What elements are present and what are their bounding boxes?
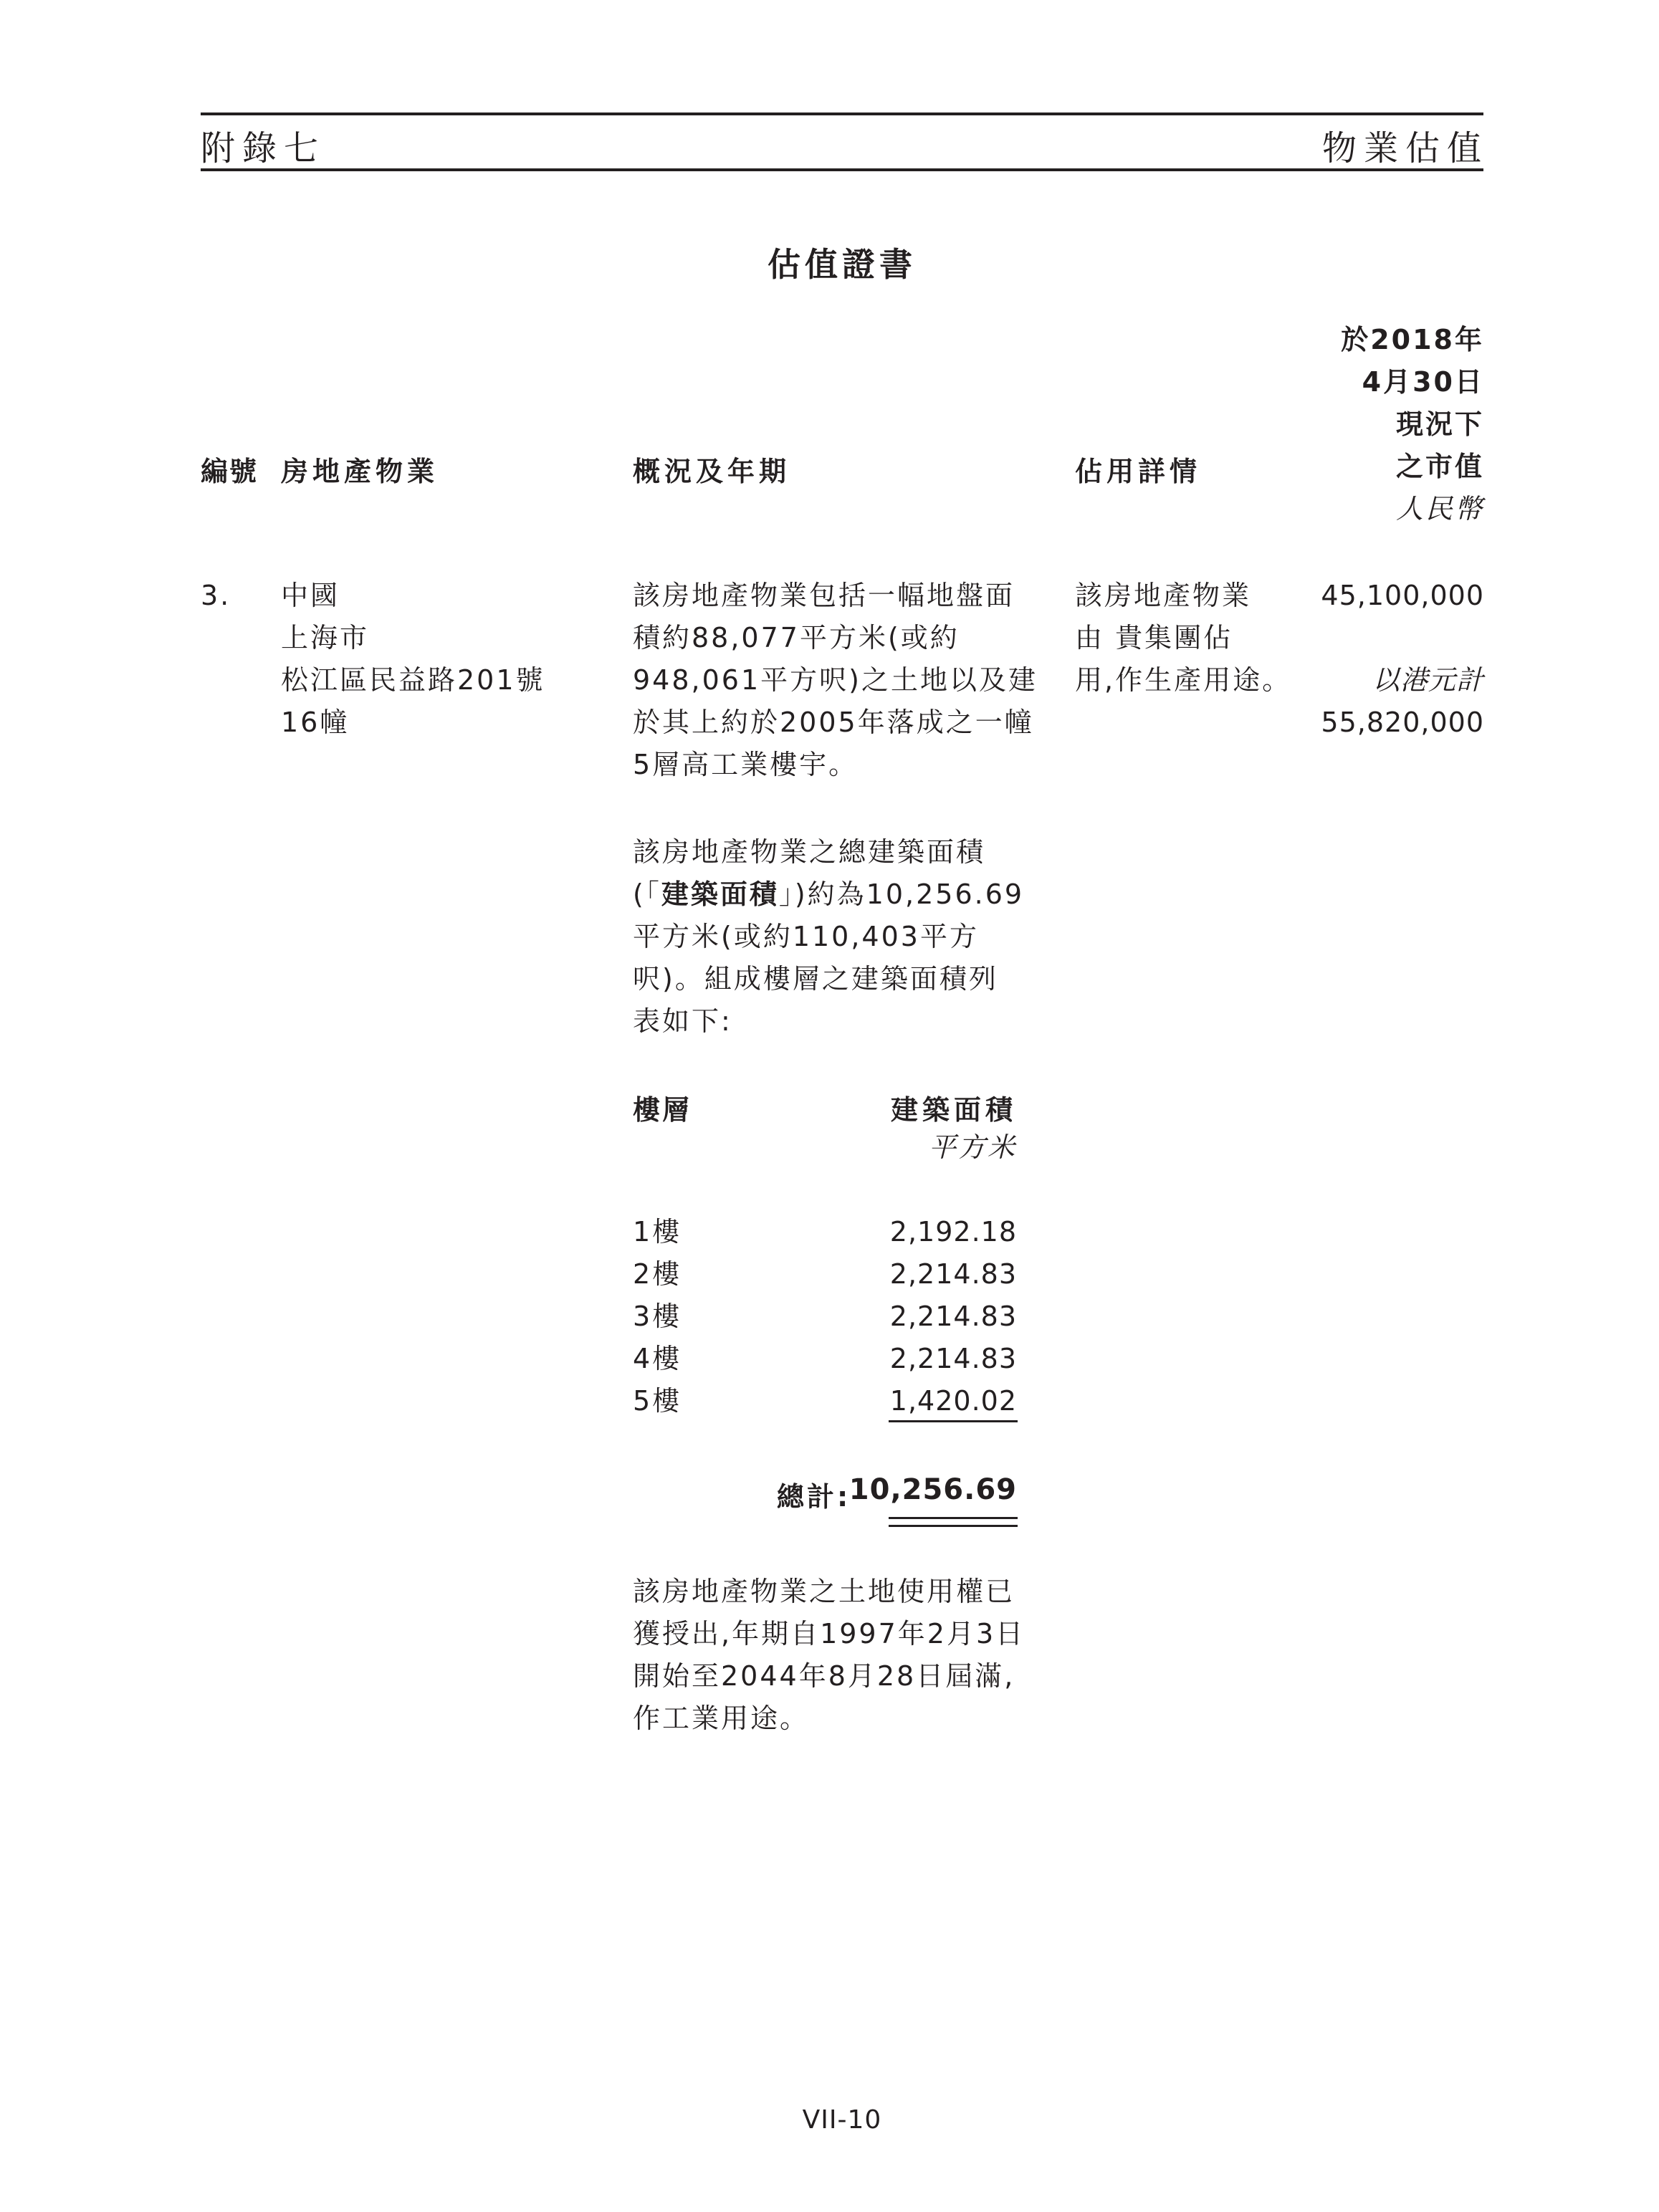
floor-list	[633, 1211, 682, 1422]
description-line: 表如下:	[633, 1005, 732, 1037]
column-header-property: 房地產物業	[281, 456, 439, 487]
property-line: 松江區民益路201號	[281, 664, 545, 696]
paren-open: (「	[633, 878, 661, 910]
floor-row-area: 2,214.83	[889, 1343, 1017, 1374]
appendix-label: 附錄七	[201, 128, 326, 168]
value-header-line: 之市值	[1395, 451, 1484, 482]
value-header-line: 4月30日	[1362, 366, 1484, 398]
property-address	[281, 575, 545, 744]
description-paragraph-2	[633, 831, 1024, 1043]
area-list	[890, 1211, 1017, 1422]
total-value: 10,256.69	[848, 1473, 1017, 1506]
floor-row-label: 3樓	[633, 1301, 682, 1332]
description-line	[633, 873, 1024, 916]
property-line: 上海市	[281, 622, 370, 653]
floor-row-label: 4樓	[633, 1343, 682, 1374]
column-header-description: 概況及年期	[633, 456, 791, 487]
occupancy-details	[1075, 575, 1291, 702]
floor-column-header: 樓層	[633, 1094, 692, 1126]
description-line: 作工業用途。	[633, 1703, 810, 1734]
description-line: 於其上約於2005年落成之一幢	[633, 707, 1034, 738]
value-header-line: 於2018年	[1341, 324, 1484, 355]
total-double-rule-2	[889, 1525, 1018, 1527]
floor-row-area: 2,192.18	[889, 1216, 1017, 1248]
property-line: 16幢	[281, 707, 350, 738]
paren-rest: 」)約為10,256.69	[778, 878, 1025, 910]
value-unit: 人民幣	[1395, 493, 1484, 525]
description-line: 該房地產物業之土地使用權已	[633, 1576, 1015, 1607]
description-line: 該房地產物業之總建築面積	[633, 836, 986, 868]
description-line: 積約88,077平方米(或約	[633, 622, 960, 653]
occupancy-line: 該房地產物業	[1075, 580, 1252, 611]
floor-row-label: 5樓	[633, 1385, 682, 1417]
section-label: 物業估值	[1321, 128, 1488, 168]
floor-row-label: 1樓	[633, 1216, 682, 1248]
floor-row-area: 1,420.02	[889, 1385, 1017, 1417]
floor-row-area: 2,214.83	[889, 1301, 1017, 1332]
value-header-line: 現況下	[1395, 408, 1484, 440]
header-bottom-rule	[201, 168, 1483, 171]
document-title: 估值證書	[768, 245, 917, 284]
value-hkd-label: 以港元計	[1372, 664, 1484, 696]
area-column-header: 建築面積	[890, 1094, 1017, 1126]
description-line: 平方米(或約110,403平方	[633, 921, 979, 952]
description-paragraph-1	[633, 575, 1038, 786]
description-line: 5層高工業樓宇。	[633, 749, 859, 780]
entry-number: 3.	[201, 580, 231, 611]
total-double-rule-1	[889, 1517, 1018, 1519]
page-number: VII-10	[802, 2105, 882, 2135]
description-line: 獲授出,年期自1997年2月3日	[633, 1618, 1025, 1650]
header-top-rule	[201, 112, 1483, 115]
floor-row-label: 2樓	[633, 1258, 682, 1290]
value-hkd: 55,820,000	[1321, 707, 1484, 738]
column-header-number: 編號	[201, 456, 259, 487]
total-label: 總計:	[777, 1481, 851, 1513]
description-line: 948,061平方呎)之土地以及建	[633, 664, 1038, 696]
property-line: 中國	[281, 580, 340, 611]
subtotal-rule	[889, 1420, 1018, 1422]
description-line: 開始至2044年8月28日屆滿,	[633, 1660, 1015, 1692]
value-column-header	[1341, 319, 1484, 530]
area-unit: 平方米	[928, 1131, 1017, 1163]
description-line: 該房地產物業包括一幅地盤面	[633, 580, 1015, 611]
value-rmb: 45,100,000	[1321, 580, 1484, 611]
occupancy-line: 用,作生產用途。	[1075, 664, 1292, 696]
column-header-occupancy: 佔用詳情	[1075, 456, 1202, 487]
floor-row-area: 2,214.83	[889, 1258, 1017, 1290]
defined-term: 建築面積	[661, 878, 779, 910]
occupancy-line: 由 貴集團佔	[1075, 622, 1233, 653]
description-line: 呎)。組成樓層之建築面積列	[633, 963, 998, 995]
description-paragraph-3	[633, 1571, 1025, 1740]
market-value	[1321, 575, 1484, 744]
